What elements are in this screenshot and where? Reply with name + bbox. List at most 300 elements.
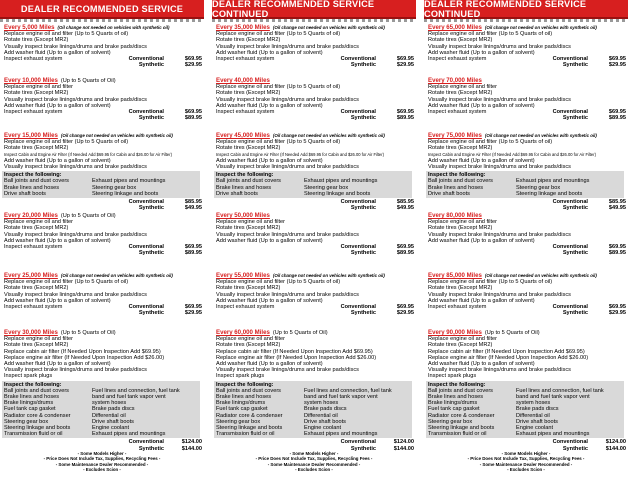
service-item: Add washer fluid (Up to a gallon of solvent) bbox=[428, 237, 535, 244]
service-item: Visually inspect brake linings/drums and brake pads/discs bbox=[216, 291, 359, 298]
service-item: Inspect exhaust system bbox=[4, 109, 63, 116]
price-row bbox=[216, 62, 414, 68]
service-interval-block bbox=[4, 78, 202, 121]
inspection-item: Radiator core & condenser bbox=[428, 412, 495, 419]
service-item: Rotate tires (Except MR2) bbox=[4, 285, 69, 292]
price-row bbox=[216, 310, 414, 316]
price-value: $69.95 bbox=[184, 56, 202, 63]
service-interval-block bbox=[216, 133, 414, 211]
inspection-title: Inspect the following: bbox=[428, 381, 486, 388]
price-row bbox=[4, 115, 202, 121]
service-interval-block bbox=[216, 273, 414, 316]
price-value: $69.95 bbox=[608, 109, 626, 116]
price-value: $29.95 bbox=[184, 310, 202, 317]
air-filter-note: Inspect Cabin and Engine Air Filter (If Needed Add $69.95 for Cabin and $26.00 for Air Filter) bbox=[216, 151, 384, 157]
inspection-item: Transmission fluid or oil bbox=[4, 431, 63, 438]
disclaimer-line: - Excludes Scion - bbox=[507, 467, 545, 473]
inspection-item: Brake pads discs bbox=[304, 406, 347, 413]
inspection-item: Fuel tank cap gasket bbox=[216, 406, 268, 413]
service-column bbox=[0, 0, 204, 480]
inspection-item: Exhaust pipes and mountings bbox=[304, 178, 378, 185]
service-item: Visually inspect brake linings/drums and brake pads/discs bbox=[4, 164, 147, 171]
inspection-item: Engine coolant bbox=[304, 425, 342, 432]
inspection-item: Brake linings/drums bbox=[428, 400, 478, 407]
price-label: Synthetic bbox=[350, 62, 376, 69]
inspection-item: Transmission fluid or oil bbox=[216, 431, 275, 438]
inspection-item: Brake lines and hoses bbox=[428, 394, 484, 401]
price-row bbox=[428, 115, 626, 121]
service-item: Rotate tires (Except MR2) bbox=[216, 225, 281, 232]
price-value: $69.95 bbox=[396, 109, 414, 116]
service-item: Rotate tires (Except MR2) bbox=[428, 342, 493, 349]
price-label: Conventional bbox=[128, 109, 164, 116]
service-item: Inspect exhaust system bbox=[4, 304, 63, 311]
price-row bbox=[428, 310, 626, 316]
inspection-list bbox=[2, 381, 200, 439]
price-label: Synthetic bbox=[138, 115, 164, 122]
inspection-list bbox=[426, 171, 624, 198]
service-item: Visually inspect brake linings/drums and brake pads/discs bbox=[428, 43, 571, 50]
inspection-item: Steering linkage and boots bbox=[92, 190, 159, 197]
service-item: Replace engine oil and filter (Up to 5 Quarts of oil) bbox=[216, 84, 341, 91]
inspection-item: system hoses bbox=[516, 400, 551, 407]
price-value: $144.00 bbox=[393, 445, 414, 452]
price-value: $144.00 bbox=[181, 445, 202, 452]
inspection-grid bbox=[216, 388, 410, 438]
service-item: Add washer fluid (Up to a gallon of solvent) bbox=[428, 157, 535, 164]
price-label: Synthetic bbox=[562, 115, 588, 122]
inspection-item: Steering linkage and boots bbox=[516, 190, 583, 197]
price-row bbox=[428, 205, 626, 211]
column-header: DEALER RECOMMENDED SERVICE CONTINUED bbox=[424, 0, 628, 19]
service-item: Replace engine oil and filter (Up to 5 Quarts of oil) bbox=[428, 31, 553, 38]
inspection-item: Steering gear box bbox=[304, 184, 349, 191]
service-item: Replace engine oil and filter (Up to 5 Quarts of oil) bbox=[428, 279, 553, 286]
service-interval-block bbox=[4, 133, 202, 211]
inspection-item: Steering linkage and boots bbox=[428, 425, 495, 432]
price-label: Conventional bbox=[552, 439, 588, 446]
service-item: Inspect exhaust system bbox=[216, 304, 275, 311]
service-item: Visually inspect brake linings/drums and brake pads/discs bbox=[428, 96, 571, 103]
inspection-item: Steering gear box bbox=[516, 184, 561, 191]
price-row bbox=[216, 205, 414, 211]
service-item: Replace engine oil and filter bbox=[428, 84, 498, 91]
service-item: Inspect spark plugs bbox=[428, 373, 477, 380]
service-item: Rotate tires (Except MR2) bbox=[216, 145, 281, 152]
service-item: Inspect exhaust system bbox=[428, 109, 487, 116]
inspection-list bbox=[214, 381, 412, 439]
price-value: $29.95 bbox=[608, 62, 626, 69]
service-item: Add washer fluid (Up to a gallon of solvent) bbox=[428, 361, 535, 368]
price-value: $89.95 bbox=[396, 115, 414, 122]
interval-miles: Every 20,000 Miles bbox=[4, 212, 58, 219]
service-item: Inspect exhaust system bbox=[4, 56, 63, 63]
service-item: Add washer fluid (Up to a gallon of solvent) bbox=[4, 297, 111, 304]
header-rule bbox=[212, 19, 416, 22]
price-value: $69.95 bbox=[608, 56, 626, 63]
inspection-item: Fuel tank cap gasket bbox=[4, 406, 56, 413]
header-rule bbox=[424, 19, 628, 22]
price-value: $29.95 bbox=[184, 62, 202, 69]
inspection-item: band and fuel tank vapor vent bbox=[516, 394, 590, 401]
service-item: Add washer fluid (Up to a gallon of solvent) bbox=[216, 237, 323, 244]
price-row bbox=[428, 62, 626, 68]
interval-miles: Every 40,000 Miles bbox=[216, 77, 270, 84]
service-item: Inspect exhaust system bbox=[428, 304, 487, 311]
service-item: Replace engine oil and filter (Up to 5 Quarts of oil) bbox=[216, 279, 341, 286]
interval-miles: Every 60,000 Miles bbox=[216, 329, 270, 336]
price-label: Synthetic bbox=[562, 205, 588, 212]
inspection-title: Inspect the following: bbox=[216, 172, 274, 179]
interval-miles: Every 90,000 Miles bbox=[428, 329, 482, 336]
price-label: Synthetic bbox=[138, 205, 164, 212]
interval-oil-qty: (Up to 5 Quarts of Oil) bbox=[60, 213, 116, 219]
service-item: Replace engine oil and filter (Up to 5 Quarts of oil) bbox=[4, 279, 129, 286]
service-item: Visually inspect brake linings/drums and brake pads/discs bbox=[216, 367, 359, 374]
disclaimer-line: - Excludes Scion - bbox=[295, 467, 333, 473]
service-item: Inspect exhaust system bbox=[216, 109, 275, 116]
disclaimer-line: - Some Maintenance Dealer Recommended - bbox=[267, 461, 361, 467]
price-label: Synthetic bbox=[138, 310, 164, 317]
service-item: Replace engine oil and filter (Up to 5 Quarts of oil) bbox=[428, 139, 553, 146]
inspection-item: Fuel tank cap gasket bbox=[428, 406, 480, 413]
service-item: Visually inspect brake linings/drums and brake pads/discs bbox=[4, 367, 147, 374]
service-item: Add washer fluid (Up to a gallon of solvent) bbox=[428, 297, 535, 304]
price-row bbox=[4, 250, 202, 256]
inspection-item: Exhaust pipes and mountings bbox=[516, 431, 590, 438]
air-filter-note: Inspect Cabin and Engine Air Filter (If Needed Add $69.95 for Cabin and $26.00 for Air Filter) bbox=[4, 151, 172, 157]
service-item: Rotate tires (Except MR2) bbox=[4, 145, 69, 152]
inspection-item: Brake linings/drums bbox=[216, 400, 266, 407]
service-item: Replace engine oil and filter bbox=[428, 219, 498, 226]
inspection-item: Exhaust pipes and mountings bbox=[92, 431, 166, 438]
service-item: Add washer fluid (Up to a gallon of solvent) bbox=[4, 49, 111, 56]
price-value: $144.00 bbox=[605, 445, 626, 452]
service-item: Rotate tires (Except MR2) bbox=[4, 37, 69, 44]
price-value: $69.95 bbox=[608, 304, 626, 311]
price-label: Conventional bbox=[340, 244, 376, 251]
inspection-item: band and fuel tank vapor vent bbox=[304, 394, 378, 401]
service-item: Replace engine oil and filter bbox=[4, 219, 74, 226]
price-value: $69.95 bbox=[184, 244, 202, 251]
inspection-item: Ball joints and dust covers bbox=[216, 178, 281, 185]
inspection-item: Exhaust pipes and mountings bbox=[516, 178, 590, 185]
service-item: Inspect exhaust system bbox=[4, 244, 63, 251]
service-item: Replace engine air filter (If Needed Upon Inspection Add $26.00) bbox=[216, 354, 377, 361]
interval-miles: Every 65,000 Miles bbox=[428, 24, 482, 31]
inspection-item: Radiator core & condenser bbox=[4, 412, 71, 419]
inspection-item: Drive shaft boots bbox=[4, 190, 46, 197]
service-interval-block bbox=[4, 273, 202, 316]
disclaimer-footer bbox=[0, 451, 204, 473]
service-item: Add washer fluid (Up to a gallon of solvent) bbox=[216, 102, 323, 109]
interval-miles: Every 5,000 Miles bbox=[4, 24, 55, 31]
price-row bbox=[216, 115, 414, 121]
price-value: $29.95 bbox=[396, 62, 414, 69]
column-header: DEALER RECOMMENDED SERVICE bbox=[0, 0, 204, 19]
service-interval-block bbox=[428, 133, 626, 211]
price-value: $85.95 bbox=[396, 199, 414, 206]
price-value: $124.00 bbox=[605, 439, 626, 446]
price-value: $89.95 bbox=[184, 115, 202, 122]
service-item: Rotate tires (Except MR2) bbox=[216, 285, 281, 292]
inspection-item: system hoses bbox=[92, 400, 127, 407]
service-item: Rotate tires (Except MR2) bbox=[428, 37, 493, 44]
inspection-item: Steering linkage and boots bbox=[304, 190, 371, 197]
interval-oil-qty: (Up to 5 Quarts of Oil) bbox=[60, 330, 116, 336]
service-item: Rotate tires (Except MR2) bbox=[428, 90, 493, 97]
price-value: $69.95 bbox=[396, 56, 414, 63]
service-item: Add washer fluid (Up to a gallon of solvent) bbox=[216, 297, 323, 304]
price-label: Synthetic bbox=[562, 250, 588, 257]
service-column bbox=[424, 0, 628, 480]
inspection-item: Ball joints and dust covers bbox=[4, 387, 69, 394]
inspection-item: Drive shaft boots bbox=[304, 418, 346, 425]
interval-oil-qty: (Up to 5 Quarts of Oil) bbox=[60, 78, 116, 84]
service-interval-block bbox=[216, 25, 414, 68]
price-label: Synthetic bbox=[562, 445, 588, 452]
inspection-item: Steering gear box bbox=[428, 418, 473, 425]
inspection-item: Exhaust pipes and mountings bbox=[304, 431, 378, 438]
inspection-grid bbox=[428, 388, 622, 438]
service-item: Replace engine oil and filter (Up to 5 Quarts of oil) bbox=[4, 139, 129, 146]
service-item: Replace engine oil and filter bbox=[216, 219, 286, 226]
inspection-list bbox=[426, 381, 624, 439]
price-label: Synthetic bbox=[350, 115, 376, 122]
price-value: $49.95 bbox=[396, 205, 414, 212]
inspection-item: Brake lines and hoses bbox=[4, 394, 60, 401]
price-label: Synthetic bbox=[350, 310, 376, 317]
service-item: Inspect spark plugs bbox=[4, 373, 53, 380]
service-interval-block bbox=[428, 273, 626, 316]
service-interval-block bbox=[4, 330, 202, 452]
inspection-item: Steering linkage and boots bbox=[4, 425, 71, 432]
inspection-item: Drive shaft boots bbox=[216, 190, 258, 197]
inspection-item: Brake pads discs bbox=[92, 406, 135, 413]
inspection-item: Brake lines and hoses bbox=[216, 184, 272, 191]
synthetic-oil-note: (Oil change not needed on vehicles with synthetic oil) bbox=[57, 25, 170, 30]
price-label: Conventional bbox=[128, 199, 164, 206]
interval-miles: Every 45,000 Miles bbox=[216, 132, 270, 139]
inspection-item: Brake lines and hoses bbox=[4, 184, 60, 191]
synthetic-oil-note: (Oil change not needed on vehicles with synthetic oil) bbox=[484, 273, 597, 278]
service-item: Replace engine oil and filter (Up to 5 Quarts of oil) bbox=[216, 139, 341, 146]
synthetic-oil-note: (Oil change not needed on vehicles with synthetic oil) bbox=[272, 133, 385, 138]
inspection-item: Steering gear box bbox=[4, 418, 49, 425]
service-item: Rotate tires (Except MR2) bbox=[4, 225, 69, 232]
service-interval-block bbox=[216, 330, 414, 452]
price-value: $89.95 bbox=[184, 250, 202, 257]
disclaimer-line: - Some Maintenance Dealer Recommended - bbox=[479, 461, 573, 467]
disclaimer-line: - Some Models Higher - bbox=[77, 451, 127, 456]
price-label: Synthetic bbox=[138, 250, 164, 257]
service-item: Replace engine oil and filter bbox=[216, 336, 286, 343]
price-row bbox=[428, 250, 626, 256]
service-interval-block bbox=[4, 25, 202, 68]
inspection-list bbox=[214, 171, 412, 198]
inspection-grid bbox=[4, 388, 198, 438]
inspection-item: Brake lines and hoses bbox=[428, 184, 484, 191]
inspection-grid bbox=[4, 178, 198, 197]
interval-miles: Every 75,000 Miles bbox=[428, 132, 482, 139]
interval-miles: Every 10,000 Miles bbox=[4, 77, 58, 84]
disclaimer-line: - Price Does Not Include Tax, Supplies, Recycling Fees - bbox=[43, 456, 161, 462]
inspection-item: Fuel lines and connection, fuel tank bbox=[516, 387, 604, 394]
synthetic-oil-note: (Oil change not needed on vehicles with synthetic oil) bbox=[272, 273, 385, 278]
price-label: Conventional bbox=[552, 199, 588, 206]
price-value: $49.95 bbox=[608, 205, 626, 212]
inspection-item: Brake linings/drums bbox=[4, 400, 54, 407]
price-value: $49.95 bbox=[184, 205, 202, 212]
inspection-item: Differential oil bbox=[92, 412, 126, 419]
price-label: Conventional bbox=[128, 439, 164, 446]
inspection-item: Fuel lines and connection, fuel tank bbox=[92, 387, 180, 394]
interval-miles: Every 55,000 Miles bbox=[216, 272, 270, 279]
inspection-grid bbox=[428, 178, 622, 197]
inspection-title: Inspect the following: bbox=[4, 172, 62, 179]
price-label: Synthetic bbox=[138, 445, 164, 452]
service-item: Replace engine oil and filter (Up to 5 Quarts of oil) bbox=[4, 31, 129, 38]
price-label: Conventional bbox=[552, 304, 588, 311]
synthetic-oil-note: (Oil change not needed on vehicles with synthetic oil) bbox=[60, 273, 173, 278]
inspection-item: Steering gear box bbox=[216, 418, 261, 425]
inspection-title: Inspect the following: bbox=[428, 172, 486, 179]
inspection-item: Differential oil bbox=[304, 412, 338, 419]
inspection-item: Brake pads discs bbox=[516, 406, 559, 413]
service-item: Visually inspect brake linings/drums and brake pads/discs bbox=[4, 231, 147, 238]
inspection-item: system hoses bbox=[304, 400, 339, 407]
interval-miles: Every 30,000 Miles bbox=[4, 329, 58, 336]
service-item: Rotate tires (Except MR2) bbox=[428, 285, 493, 292]
disclaimer-line: - Some Models Higher - bbox=[289, 451, 339, 456]
inspection-item: band and fuel tank vapor vent bbox=[92, 394, 166, 401]
service-item: Replace engine oil and filter bbox=[4, 336, 74, 343]
synthetic-oil-note: (Oil change not needed on vehicles with synthetic oil) bbox=[484, 25, 597, 30]
disclaimer-line: - Price Does Not Include Tax, Supplies, Recycling Fees - bbox=[255, 456, 373, 462]
price-value: $85.95 bbox=[608, 199, 626, 206]
price-label: Conventional bbox=[340, 199, 376, 206]
price-row bbox=[216, 250, 414, 256]
disclaimer-line: - Excludes Scion - bbox=[83, 467, 121, 473]
synthetic-oil-note: (Oil change not needed on vehicles with synthetic oil) bbox=[60, 133, 173, 138]
service-interval-block bbox=[428, 330, 626, 452]
inspection-item: Drive shaft boots bbox=[428, 190, 470, 197]
price-value: $85.95 bbox=[184, 199, 202, 206]
price-label: Conventional bbox=[128, 304, 164, 311]
service-item: Inspect exhaust system bbox=[216, 56, 275, 63]
price-value: $89.95 bbox=[608, 115, 626, 122]
service-item: Visually inspect brake linings/drums and brake pads/discs bbox=[428, 231, 571, 238]
service-item: Add washer fluid (Up to a gallon of solvent) bbox=[428, 102, 535, 109]
price-label: Conventional bbox=[128, 244, 164, 251]
price-row bbox=[4, 310, 202, 316]
price-value: $69.95 bbox=[396, 304, 414, 311]
service-interval-block bbox=[4, 213, 202, 256]
price-label: Conventional bbox=[128, 56, 164, 63]
service-interval-block bbox=[216, 78, 414, 121]
service-item: Add washer fluid (Up to a gallon of solvent) bbox=[216, 49, 323, 56]
price-value: $69.95 bbox=[184, 304, 202, 311]
price-row bbox=[4, 205, 202, 211]
inspection-item: Drive shaft boots bbox=[92, 418, 134, 425]
price-label: Conventional bbox=[340, 56, 376, 63]
service-item: Visually inspect brake linings/drums and brake pads/discs bbox=[428, 291, 571, 298]
service-item: Rotate tires (Except MR2) bbox=[216, 90, 281, 97]
price-value: $69.95 bbox=[184, 109, 202, 116]
service-item: Visually inspect brake linings/drums and brake pads/discs bbox=[4, 96, 147, 103]
price-value: $124.00 bbox=[181, 439, 202, 446]
service-item: Rotate tires (Except MR2) bbox=[216, 342, 281, 349]
price-row bbox=[4, 62, 202, 68]
service-item: Add washer fluid (Up to a gallon of solvent) bbox=[4, 157, 111, 164]
interval-miles: Every 35,000 Miles bbox=[216, 24, 270, 31]
interval-miles: Every 70,000 Miles bbox=[428, 77, 482, 84]
inspection-item: Engine coolant bbox=[92, 425, 130, 432]
price-label: Synthetic bbox=[138, 62, 164, 69]
price-value: $69.95 bbox=[396, 244, 414, 251]
service-item: Visually inspect brake linings/drums and brake pads/discs bbox=[428, 164, 571, 171]
price-label: Conventional bbox=[340, 109, 376, 116]
inspection-list bbox=[2, 171, 200, 198]
service-item: Replace engine oil and filter bbox=[428, 336, 498, 343]
service-item: Replace engine air filter (If Needed Upon Inspection Add $26.00) bbox=[4, 354, 165, 361]
service-item: Replace engine oil and filter bbox=[4, 84, 74, 91]
price-value: $124.00 bbox=[393, 439, 414, 446]
service-item: Add washer fluid (Up to a gallon of solvent) bbox=[216, 361, 323, 368]
service-interval-block bbox=[428, 25, 626, 68]
inspection-item: Steering gear box bbox=[92, 184, 137, 191]
service-item: Rotate tires (Except MR2) bbox=[216, 37, 281, 44]
service-item: Rotate tires (Except MR2) bbox=[4, 342, 69, 349]
inspection-title: Inspect the following: bbox=[216, 381, 274, 388]
disclaimer-line: - Some Models Higher - bbox=[501, 451, 551, 456]
service-item: Replace engine air filter (If Needed Upon Inspection Add $26.00) bbox=[428, 354, 589, 361]
inspection-item: Transmission fluid or oil bbox=[428, 431, 487, 438]
service-item: Rotate tires (Except MR2) bbox=[428, 225, 493, 232]
service-item: Replace cabin air filter (If Needed Upon Inspection Add $69.95) bbox=[428, 348, 585, 355]
price-value: $89.95 bbox=[608, 250, 626, 257]
service-item: Rotate tires (Except MR2) bbox=[428, 145, 493, 152]
inspection-item: Steering linkage and boots bbox=[216, 425, 283, 432]
interval-oil-qty: (Up to 5 Quarts of Oil) bbox=[272, 330, 328, 336]
price-value: $29.95 bbox=[396, 310, 414, 317]
inspection-item: Ball joints and dust covers bbox=[428, 178, 493, 185]
interval-miles: Every 80,000 Miles bbox=[428, 212, 482, 219]
price-label: Synthetic bbox=[350, 205, 376, 212]
price-value: $69.95 bbox=[608, 244, 626, 251]
inspection-item: Differential oil bbox=[516, 412, 550, 419]
service-item: Replace engine oil and filter (Up to 5 Quarts of oil) bbox=[216, 31, 341, 38]
price-label: Conventional bbox=[552, 56, 588, 63]
service-item: Replace cabin air filter (If Needed Upon Inspection Add $69.95) bbox=[216, 348, 373, 355]
inspection-item: Brake lines and hoses bbox=[216, 394, 272, 401]
inspection-item: Ball joints and dust covers bbox=[428, 387, 493, 394]
synthetic-oil-note: (Oil change not needed on vehicles with synthetic oil) bbox=[272, 25, 385, 30]
service-interval-block bbox=[428, 213, 626, 256]
disclaimer-line: - Some Maintenance Dealer Recommended - bbox=[55, 461, 149, 467]
service-interval-block bbox=[216, 213, 414, 256]
service-item: Rotate tires (Except MR2) bbox=[4, 90, 69, 97]
inspection-item: Drive shaft boots bbox=[516, 418, 558, 425]
disclaimer-footer bbox=[424, 451, 628, 473]
air-filter-note: Inspect Cabin and Engine Air Filter (If Needed Add $69.95 for Cabin and $26.00 for Air Filter) bbox=[428, 151, 596, 157]
service-item: Add washer fluid (Up to a gallon of solvent) bbox=[4, 102, 111, 109]
inspection-item: Engine coolant bbox=[516, 425, 554, 432]
synthetic-oil-note: (Oil change not needed on vehicles with synthetic oil) bbox=[484, 133, 597, 138]
inspection-grid bbox=[216, 178, 410, 197]
service-column bbox=[212, 0, 416, 480]
service-item: Inspect exhaust system bbox=[428, 56, 487, 63]
